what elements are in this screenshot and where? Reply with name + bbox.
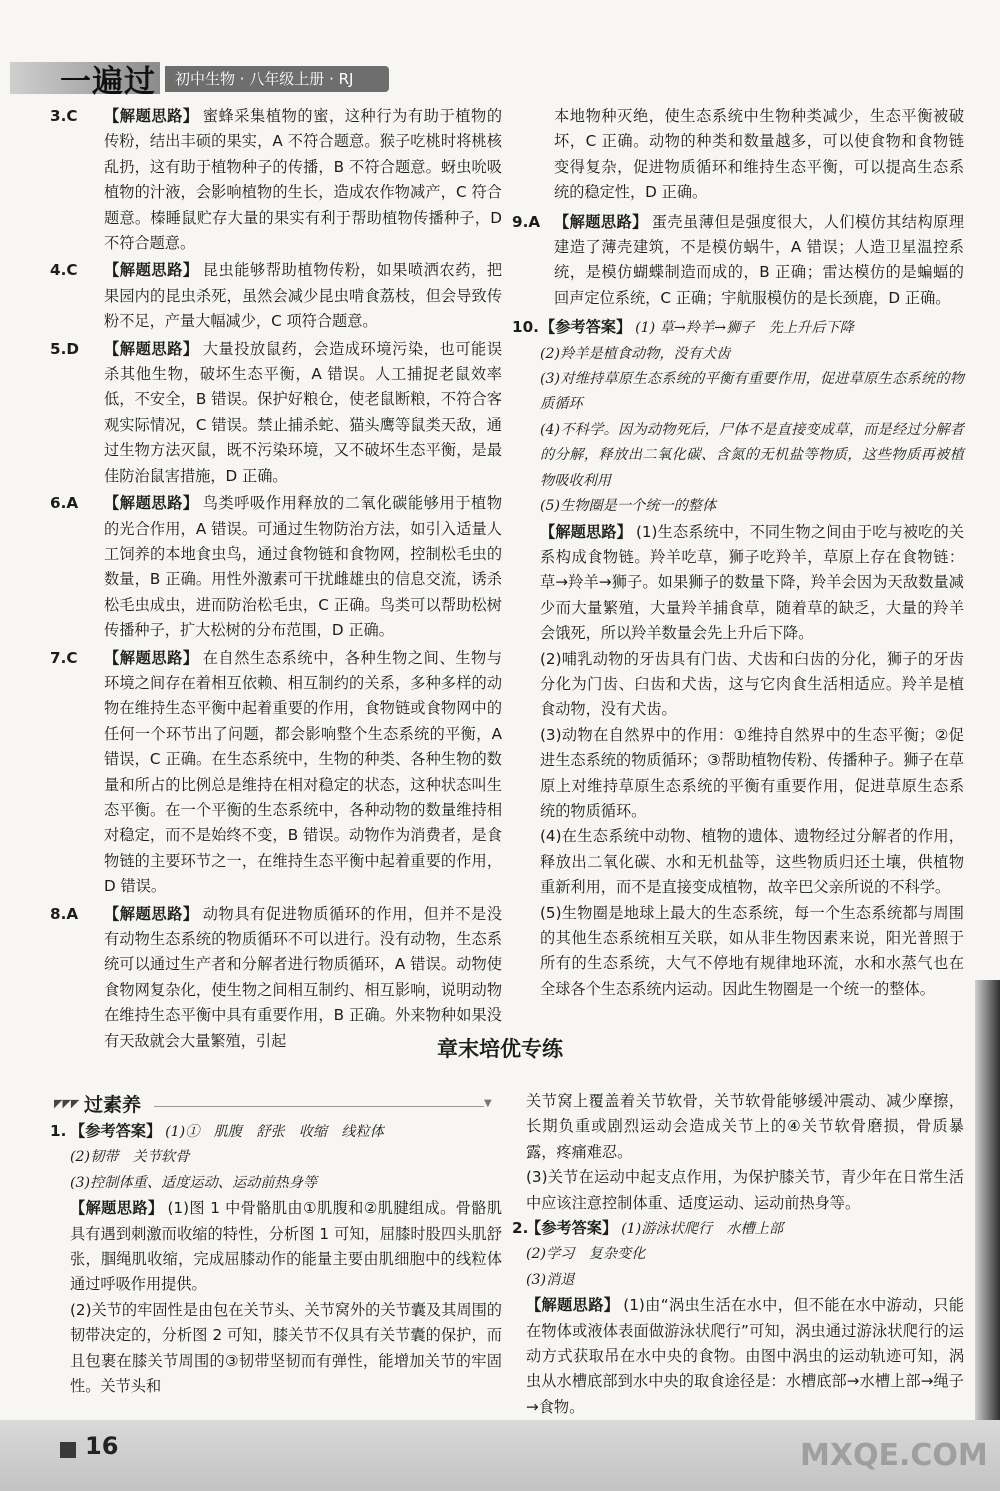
question-number: 4.C bbox=[50, 261, 78, 280]
answer-item-5 bbox=[50, 337, 502, 489]
subsection-header bbox=[54, 1090, 494, 1116]
answer-line: (3)控制体重、适度运动、运动前热身等 bbox=[70, 1174, 318, 1191]
answer-tag: 【参考答案】 bbox=[526, 1219, 618, 1238]
question-number: 10. bbox=[512, 318, 539, 337]
question-number: 2. bbox=[512, 1219, 529, 1238]
explanation-text: (5)生物圈是地球上最大的生态系统，每一个生态系统都与周围的其他生态系统相互关联，如从非生物因素来说，阳光普照于所有的生态系统，大气不停地有规律地环流，水和水蒸气也在全球各个生态系统内运动。因此生物圈是一个统一的整体。 bbox=[540, 903, 964, 998]
left-column bbox=[50, 104, 502, 1056]
explanation-text: 大量投放鼠药，会造成环境污染，也可能误杀其他生物，破坏生态平衡，A 错误。人工捕捉老鼠效率低，不安全，B 错误。保护好粮仓，使老鼠断粮，不符合客观实际情况，C 错误。禁止捕杀蛇、猫头鹰等鼠类天敌，通过生物方法灭鼠，既不污染环境，又不破坏生态平衡，是最佳防治鼠害措施，D 正确。 bbox=[104, 339, 503, 485]
explanation-text: 鸟类呼吸作用释放的二氧化碳能够用于植物的光合作用，A 错误。可通过生物防治方法，如引入适量人工饲养的本地食虫鸟，通过食物链和食物网，控制松毛虫的数量，B 正确。用性外激素可干扰雌雄虫的信息交流，诱杀松毛虫成虫，进而防治松毛虫，C 正确。鸟类可以帮助松树传播种子，扩大松树的分布范围，D 正确。 bbox=[104, 494, 503, 640]
question-number: 5.D bbox=[50, 339, 79, 358]
book-info-label: 初中生物 · 八年级上册 · RJ bbox=[165, 66, 389, 92]
answer-item-9 bbox=[512, 210, 964, 312]
explanation-text: 蛋壳虽薄但是强度很大，人们模仿其结构原理建造了薄壳建筑，不是模仿蜗牛，A 错误；人造卫星温控系统，是模仿蝴蝶制造而成的，B 正确；雷达模仿的是蝙蝠的回声定位系统，C 正确；宇航服模仿的是长颈鹿，D 正确。 bbox=[554, 212, 965, 307]
answer-line: (2)羚羊是植食动物，没有犬齿 bbox=[540, 345, 731, 362]
watermark: MXQE.COM bbox=[800, 1438, 988, 1473]
answer-line: (3)消退 bbox=[526, 1271, 575, 1288]
page-edge-shadow bbox=[975, 980, 1000, 1430]
explanation-text: 在自然生态系统中，各种生物之间、生物与环境之间存在着相互依赖、相互制约的关系，多种多样的动物在维持生态平衡中起着重要的作用，食物链或食物网中的任何一个环节出了问题，都会影响整个生态系统的平衡，A 错误，C 正确。在生态系统中，生物的种类、各种生物的数量和所占的比例总是维持在相对稳定的状态，这种状态叫生态平衡。在一个平衡的生态系统中，各种动物的数量维持相对稳定，而不是始终不变，B 错误。动物作为消费者，是食物链的主要环节之一，在维持生态平衡中起着重要的作用，D 错误。 bbox=[104, 648, 503, 896]
explanation-text: (3)动物在自然界中的作用：①维持自然界中的生态平衡；②促进生态系统的物质循环；③帮助植物传粉、传播种子。狮子在草原上对维持草原生态系统的平衡有重要作用，促进草原生态系统的物质循环。 bbox=[540, 725, 964, 820]
continued-text: 关节窝上覆盖着关节软骨，关节软骨能够缓冲震动、减少摩擦，长期负重或剧烈运动会造成关节上的④关节软骨磨损，骨质暴露，疼痛难忍。 bbox=[526, 1092, 964, 1161]
book-logo: 一遍过 bbox=[60, 64, 156, 100]
explanation-tag: 【解题思路】 bbox=[104, 107, 199, 125]
answer-line: (4)不科学。因为动物死后，尸体不是直接变成草，而是经过分解者的分解，释放出二氧化碳、含氮的无机盐等物质，这些物质再被植物吸收利用 bbox=[540, 421, 964, 489]
page-marker-icon bbox=[60, 1442, 76, 1458]
continued-text: 本地物种灭绝，使生态系统中生物种类减少，生态平衡被破坏，C 正确。动物的种类和数量越多，可以使食物和食物链变得复杂，促进物质循环和维持生态平衡，可以提高生态系统的稳定性，D 正确。 bbox=[554, 107, 964, 202]
page-header bbox=[0, 0, 1000, 102]
answer-item-8 bbox=[50, 902, 502, 1054]
triangle-down-icon: ▼ bbox=[484, 1098, 492, 1109]
explanation-tag: 【解题思路】 bbox=[104, 339, 199, 358]
answer-tag: 【参考答案】 bbox=[540, 318, 632, 337]
answer-text: (1)① 肌腹 舒张 收缩 线粒体 bbox=[165, 1124, 384, 1140]
right-column bbox=[512, 104, 964, 1004]
question-number: 3.C bbox=[50, 107, 78, 125]
explanation-text: (1)由“涡虫生活在水中，但不能在水中游动，只能在物体或液体表面做游泳状爬行”可知，涡虫通过游泳状爬行的运动方式获取吊在水中央的食物。由图中涡虫的运动轨迹可知，涡虫从水槽底部到水中央的取食途径是：水槽底部→水槽上部→绳子→食物。 bbox=[526, 1296, 964, 1416]
answer-item-10 bbox=[512, 315, 964, 1002]
answer-line: (2)学习 复杂变化 bbox=[526, 1246, 646, 1263]
explanation-tag: 【解题思路】 bbox=[70, 1199, 164, 1218]
question-number: 7.C bbox=[50, 648, 78, 667]
lower-right-column bbox=[512, 1089, 964, 1422]
answer-line: (2)韧带 关节软骨 bbox=[70, 1149, 190, 1166]
explanation-text: 蜜蜂采集植物的蜜，这种行为有助于植物的传粉，结出丰硕的果实，A 不符合题意。猴子吃桃时将桃核乱扔，这有助于植物种子的传播，B 不符合题意。蚜虫吮吸植物的汁液，会影响植物的生长，造成农作物减产，C 符合题意。榛睡鼠贮存大量的果实有利于帮助植物传播种子，D 不符合题意。 bbox=[104, 107, 503, 253]
explanation-tag: 【解题思路】 bbox=[104, 648, 199, 667]
answer-item-1 bbox=[50, 1119, 502, 1399]
explanation-text: (4)在生态系统中动物、植物的遗体、遗物经过分解者的作用，释放出二氧化碳、水和无机盐等，这些物质归还土壤，供植物重新利用，而不是直接变成植物，故辛巴父亲所说的不科学。 bbox=[540, 827, 964, 897]
divider bbox=[154, 1106, 484, 1107]
explanation-text: (1)图 1 中骨骼肌由①肌腹和②肌腱组成。骨骼肌具有遇到刺激而收缩的特性，分析图 1 可知，屈膝时股四头肌舒张，腘绳肌收缩，完成屈膝动作的能量主要由肌细胞中的线粒体通过呼吸作用提供。 bbox=[70, 1199, 503, 1294]
explanation-text: 动物具有促进物质循环的作用，但并不是没有动物生态系统的物质循环不可以进行。没有动物，生态系统可以通过生产者和分解者进行物质循环，A 错误。动物使食物网复杂化，使生物之间相互制约、相互影响，说明动物在维持生态平衡中具有重要作用，B 正确。外来物种如果没有天敌就会大量繁殖，引起 bbox=[104, 904, 503, 1050]
answer-line: (3)对维持草原生态系统的平衡有重要作用，促进草原生态系统的物质循环 bbox=[540, 371, 964, 413]
answer-item-4 bbox=[50, 258, 502, 334]
question-number: 6.A bbox=[50, 494, 79, 513]
wave-icon: ◤◤◤ bbox=[54, 1097, 80, 1110]
answer-item-3 bbox=[50, 104, 502, 256]
explanation-tag: 【解题思路】 bbox=[104, 904, 199, 923]
subsection-title: 过素养 bbox=[84, 1094, 142, 1116]
question-number: 9.A bbox=[512, 212, 541, 231]
explanation-tag: 【解题思路】 bbox=[104, 261, 199, 280]
explanation-text: 昆虫能够帮助植物传粉，如果喷洒农药，把果园内的昆虫杀死，虽然会减少昆虫啃食荔枝，但会导致传粉不足，产量大幅减少，C 项符合题意。 bbox=[104, 261, 503, 331]
answer-line: (5)生物圈是一个统一的整体 bbox=[540, 498, 717, 515]
explanation-text: (3)关节在运动中起支点作用，为保护膝关节，青少年在日常生活中应该注意控制体重、适度运动、运动前热身等。 bbox=[526, 1168, 964, 1212]
explanation-text: (2)哺乳动物的牙齿具有门齿、犬齿和臼齿的分化，狮子的牙齿分化为门齿、臼齿和犬齿，这与它肉食生活相适应。羚羊是植食动物，没有犬齿。 bbox=[540, 649, 964, 719]
section-title: 章末培优专练 bbox=[437, 1037, 563, 1061]
answer-text: (1)游泳状爬行 水槽上部 bbox=[621, 1221, 784, 1238]
explanation-tag: 【解题思路】 bbox=[540, 522, 632, 541]
answer-item-6 bbox=[50, 491, 502, 643]
explanation-text: (2)关节的牢固性是由包在关节头、关节窝外的关节囊及其周围的韧带决定的，分析图 2 可知，膝关节不仅具有关节囊的保护，而且包裹在膝关节周围的③韧带坚韧而有弹性，能增加关节的牢固性。关节头和 bbox=[70, 1300, 502, 1396]
explanation-tag: 【解题思路】 bbox=[104, 494, 199, 513]
explanation-tag: 【解题思路】 bbox=[554, 212, 648, 231]
explanation-text: (1)生态系统中，不同生物之间由于吃与被吃的关系构成食物链。羚羊吃草，狮子吃羚羊，草原上存在食物链：草→羚羊→狮子。如果狮子的数量下降，羚羊会因为天敌数量减少而大量繁殖，大量羚羊捕食草，随着草的缺乏，大量的羚羊会饿死，所以羚羊数量会先上升后下降。 bbox=[540, 522, 965, 643]
explanation-tag: 【解题思路】 bbox=[526, 1296, 620, 1315]
lower-left-column bbox=[50, 1119, 502, 1401]
answer-item-2 bbox=[512, 1216, 964, 1420]
question-number: 8.A bbox=[50, 904, 79, 923]
answer-text: (1) 草→羚羊→狮子 先上升后下降 bbox=[635, 320, 854, 337]
page-number: 16 bbox=[85, 1432, 119, 1460]
answer-item-7 bbox=[50, 646, 502, 900]
question-number: 1. bbox=[50, 1122, 67, 1140]
answer-tag: 【参考答案】 bbox=[70, 1122, 162, 1140]
